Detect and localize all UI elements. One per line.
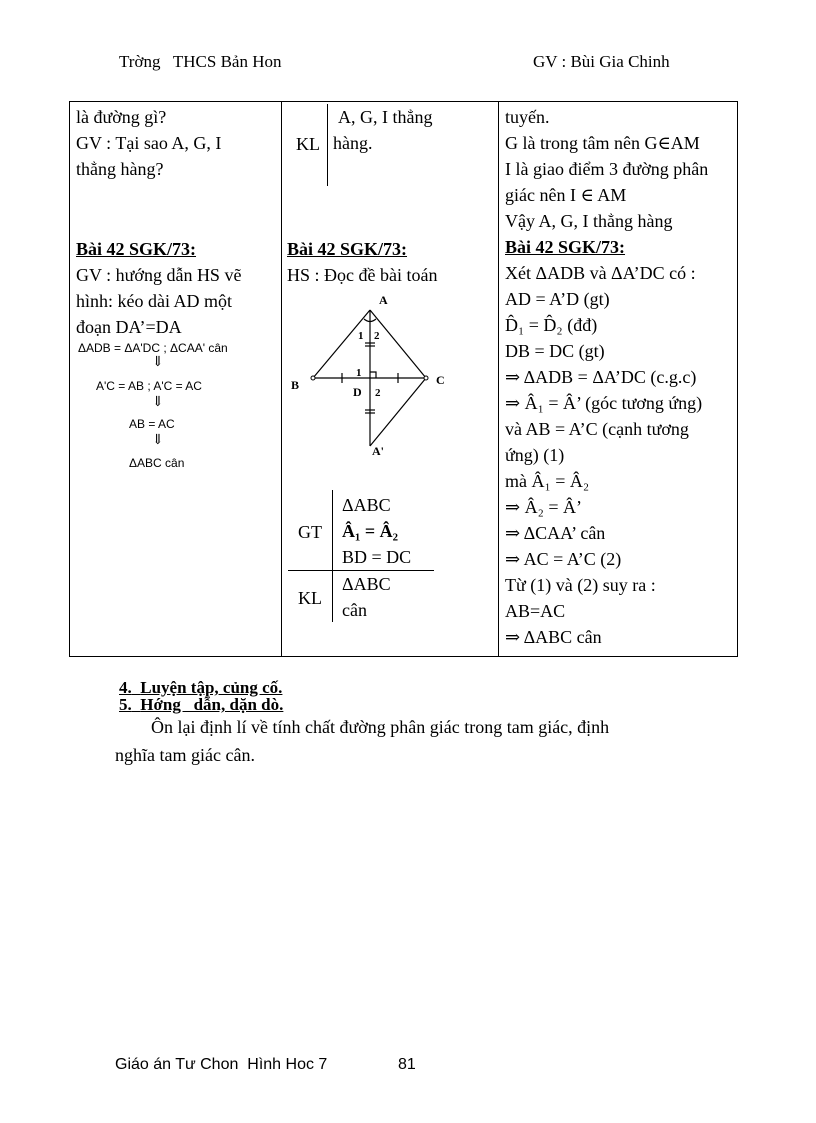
text-line: ΔABC (342, 574, 391, 594)
section-title: Hớng dẫn, dặn dò. (140, 695, 284, 714)
text-line: thẳng hàng? (76, 159, 164, 179)
scheme-line: ΔABC cân (129, 456, 185, 470)
text-line: đoạn DA’=DA (76, 317, 182, 337)
homework-line: nghĩa tam giác cân. (115, 745, 255, 765)
text-line: A, G, I thẳng (338, 107, 433, 127)
down-arrow-icon: ⇓ (152, 395, 164, 410)
exercise-title: Bài 42 SGK/73: (505, 237, 626, 257)
text-line: Vậy A, G, I thẳng hàng (505, 211, 673, 231)
text-line: và AB = A’C (cạnh tương (505, 419, 689, 439)
scheme-line: ΔADB = ΔA'DC ; ΔCAA' cân (78, 341, 228, 355)
text-line: ⇒ Â₂ = Â’ (505, 497, 583, 517)
text-line: DB = DC (gt) (505, 341, 605, 361)
text-line: Từ (1) và (2) suy ra : (505, 575, 656, 595)
text-line: Xét ΔADB và ΔA’DC có : (505, 263, 696, 283)
right-angle-mark (370, 372, 376, 378)
text-line: GV : hướng dẫn HS vẽ (76, 265, 242, 285)
page-number: 81 (398, 1056, 416, 1073)
label-a-prime: A' (372, 444, 384, 458)
point-c (424, 376, 428, 380)
text-line: ứng) (1) (505, 445, 565, 465)
angle-label: 1 (356, 367, 362, 379)
gt-content (342, 492, 411, 570)
segment-ac (370, 310, 426, 378)
column-divider (498, 101, 499, 657)
section-5 (119, 695, 283, 715)
kl-content (342, 571, 391, 623)
header-teacher: GV : Bùi Gia Chinh (533, 52, 670, 71)
text-line: ⇒ ΔCAA’ cân (505, 523, 606, 543)
column-teacher (76, 104, 221, 182)
text-line: GV : Tại sao A, G, I (76, 133, 222, 153)
scheme-line: A'C = AB ; A'C = AC (96, 379, 202, 393)
text-line: ⇒ ΔADB = ΔA’DC (c.g.c) (505, 367, 697, 387)
kl-content (333, 104, 433, 156)
exercise-title: Bài 42 SGK/73: (76, 239, 197, 259)
text-line: là đường gì? (76, 107, 167, 127)
down-arrow-icon: ⇓ (152, 433, 164, 448)
angle-label: 1 (358, 330, 364, 342)
text-line: hình: kéo dài AD một (76, 291, 232, 311)
point-b (311, 376, 315, 380)
label-b: B (291, 378, 300, 392)
text-line: Â₁ = Â₂ (342, 521, 399, 541)
column-divider (281, 101, 282, 657)
text-line: ⇒ Â₁ = Â’ (góc tương ứng) (505, 393, 703, 413)
gt-label: GT (298, 522, 322, 542)
text-line: ΔABC (342, 495, 391, 515)
exercise-title: Bài 42 SGK/73: (287, 239, 408, 259)
kl-label: KL (298, 588, 322, 608)
text-line: HS : Đọc đề bài toán (287, 265, 438, 285)
text-line: I là giao điểm 3 đường phân (505, 159, 709, 179)
text-line: ⇒ AC = A’C (2) (505, 549, 622, 569)
text-line: hàng. (333, 133, 373, 153)
text-line: AD = A’D (gt) (505, 289, 610, 309)
kl-divider (327, 104, 328, 186)
text-line: ⇒ ΔABC cân (505, 627, 602, 647)
text-line: mà Â₁ = Â₂ (505, 471, 590, 491)
homework-line: Ôn lại định lí về tính chất đường phân giác trong tam giác, định (151, 717, 610, 737)
text-line: AB=AC (505, 601, 566, 621)
text-line: G là trong tâm nên G∈AM (505, 133, 700, 153)
angle-label: 2 (375, 387, 381, 399)
text-line: tuyến. (505, 107, 550, 127)
gt-divider (332, 490, 333, 622)
label-d: D (353, 385, 362, 399)
text-line: cân (342, 600, 367, 620)
column-proof (505, 104, 708, 650)
kl-label: KL (296, 134, 320, 154)
text-line: BD = DC (342, 547, 412, 567)
scheme-line: AB = AC (129, 417, 175, 431)
column-student-exercise (287, 236, 437, 288)
label-c: C (436, 373, 445, 387)
angle-label: 2 (374, 330, 380, 342)
column-teacher-exercise (76, 236, 241, 340)
section-number: 4. (119, 678, 132, 697)
down-arrow-icon: ⇓ (152, 355, 164, 370)
triangle-figure (288, 288, 458, 468)
section-title: Luyện tập, củng cố. (140, 678, 283, 697)
section-number: 5. (119, 695, 132, 714)
text-line: D̂₁ = D̂₂ (đđ) (505, 315, 598, 335)
kl-top-rule (288, 101, 490, 102)
text-line: giác nên I ∈ AM (505, 185, 627, 205)
label-a: A (379, 293, 388, 307)
header-school: Trờng THCS Bản Hon (119, 52, 282, 71)
footer-title: Giáo án Tư Chon Hình Hoc 7 (115, 1056, 328, 1073)
